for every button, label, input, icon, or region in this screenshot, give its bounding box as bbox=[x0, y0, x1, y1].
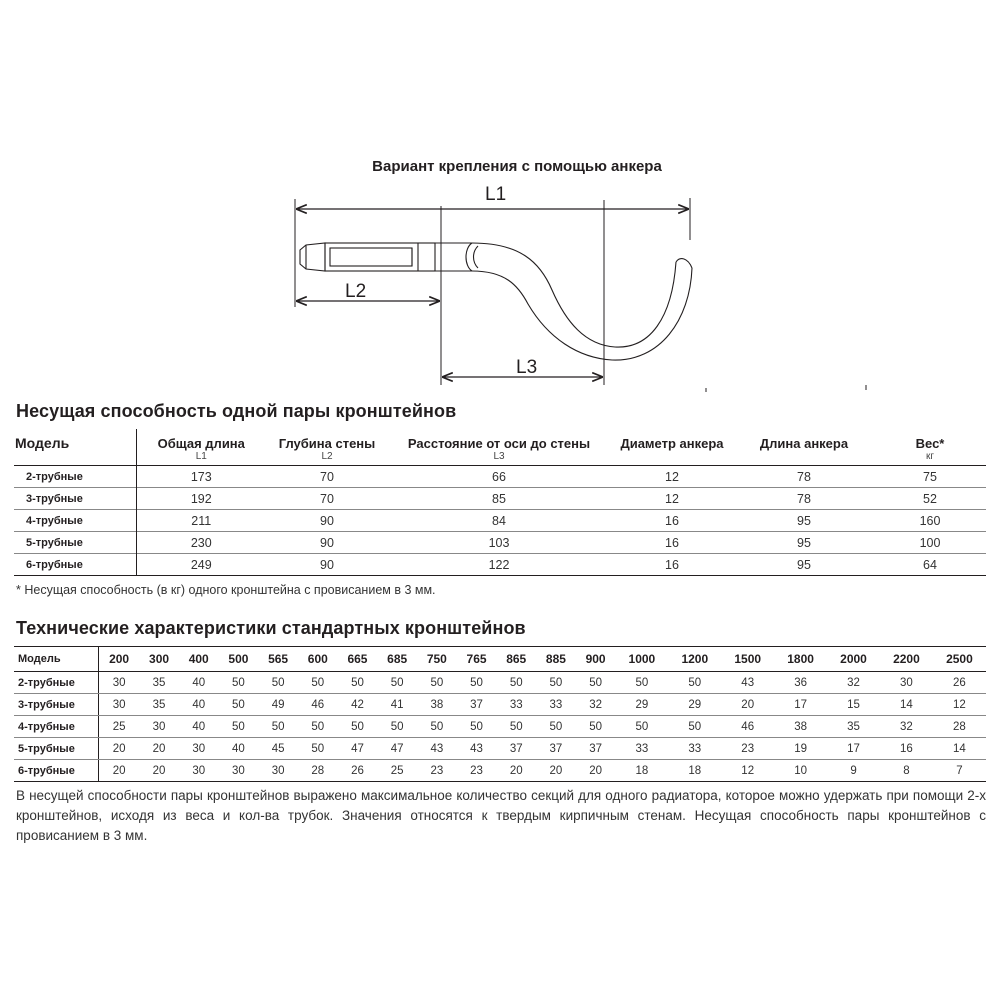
cell: 35 bbox=[139, 672, 179, 694]
label-l3: L3 bbox=[516, 357, 538, 378]
cell: 35 bbox=[827, 716, 880, 738]
cell: 40 bbox=[179, 672, 219, 694]
column-header: 750 bbox=[417, 647, 457, 672]
cell: 43 bbox=[457, 738, 497, 760]
column-header: 300 bbox=[139, 647, 179, 672]
cell: 45 bbox=[258, 738, 298, 760]
cell: 50 bbox=[457, 716, 497, 738]
cell: 70 bbox=[266, 488, 388, 510]
label-l2: L2 bbox=[345, 281, 367, 302]
column-header: 665 bbox=[338, 647, 378, 672]
cell: 46 bbox=[721, 716, 774, 738]
table-row bbox=[14, 466, 986, 488]
cell: 122 bbox=[388, 554, 610, 576]
column-header: 2200 bbox=[880, 647, 933, 672]
row-model: 5-трубные bbox=[14, 532, 136, 554]
cell: 17 bbox=[774, 694, 827, 716]
cell: 8 bbox=[880, 760, 933, 782]
column-header: 2000 bbox=[827, 647, 880, 672]
table2-title: Технические характеристики стандартных кронштейнов bbox=[16, 618, 526, 638]
row-model: 2-трубные bbox=[14, 672, 99, 694]
cell: 28 bbox=[933, 716, 986, 738]
cell: 78 bbox=[797, 469, 811, 484]
column-header: 685 bbox=[377, 647, 417, 672]
cell: 35 bbox=[139, 694, 179, 716]
cell: 30 bbox=[179, 738, 219, 760]
header-axis-distance: Расстояние от оси до стены bbox=[407, 436, 591, 451]
cell: 50 bbox=[338, 672, 378, 694]
cell: 12 bbox=[721, 760, 774, 782]
cell: 50 bbox=[576, 716, 616, 738]
cell: 26 bbox=[338, 760, 378, 782]
cell: 90 bbox=[266, 554, 388, 576]
column-header: 1500 bbox=[721, 647, 774, 672]
row-model: 3-трубные bbox=[14, 694, 99, 716]
cell: 23 bbox=[721, 738, 774, 760]
cell: 50 bbox=[298, 716, 338, 738]
cell: 19 bbox=[774, 738, 827, 760]
table1-header-row bbox=[14, 429, 986, 451]
cell: 50 bbox=[298, 738, 338, 760]
unit-l3: L3 bbox=[493, 451, 505, 462]
cell: 50 bbox=[219, 694, 259, 716]
cell: 33 bbox=[615, 738, 668, 760]
cell: 90 bbox=[266, 532, 388, 554]
cell: 66 bbox=[492, 469, 506, 484]
cell: 20 bbox=[536, 760, 576, 782]
unit-weight: кг bbox=[925, 451, 935, 462]
cell: 47 bbox=[338, 738, 378, 760]
unit-l2: L2 bbox=[321, 451, 333, 462]
cell: 7 bbox=[933, 760, 986, 782]
cell: 26 bbox=[933, 672, 986, 694]
cell: 95 bbox=[734, 510, 874, 532]
table-row bbox=[14, 716, 986, 738]
unit-model bbox=[14, 451, 136, 466]
cell: 50 bbox=[417, 672, 457, 694]
cell: 37 bbox=[536, 738, 576, 760]
cell: 28 bbox=[298, 760, 338, 782]
cell: 30 bbox=[258, 760, 298, 782]
column-header: 885 bbox=[536, 647, 576, 672]
cell: 16 bbox=[880, 738, 933, 760]
table1-units-row bbox=[14, 451, 986, 466]
row-model: 6-трубные bbox=[14, 554, 136, 576]
cell: 37 bbox=[457, 694, 497, 716]
cell: 16 bbox=[610, 532, 734, 554]
cell: 70 bbox=[320, 469, 334, 484]
cell: 30 bbox=[139, 716, 179, 738]
column-header: 1200 bbox=[668, 647, 721, 672]
cell: 12 bbox=[610, 488, 734, 510]
column-header: 200 bbox=[99, 647, 140, 672]
cell: 173 bbox=[190, 469, 212, 484]
cell: 33 bbox=[496, 694, 536, 716]
cell: 25 bbox=[377, 760, 417, 782]
table-row bbox=[14, 554, 986, 576]
cell: 33 bbox=[536, 694, 576, 716]
cell: 211 bbox=[136, 510, 266, 532]
cell: 46 bbox=[298, 694, 338, 716]
table-row bbox=[14, 532, 986, 554]
cell: 20 bbox=[139, 738, 179, 760]
header-anchor-length: Длина анкера bbox=[759, 436, 849, 451]
cell: 30 bbox=[99, 672, 140, 694]
cell: 50 bbox=[576, 672, 616, 694]
column-header: 900 bbox=[576, 647, 616, 672]
cell: 17 bbox=[827, 738, 880, 760]
cell: 47 bbox=[377, 738, 417, 760]
row-model: 4-трубные bbox=[14, 716, 99, 738]
cell: 249 bbox=[136, 554, 266, 576]
column-header: 565 bbox=[258, 647, 298, 672]
header-total-length: Общая длина bbox=[157, 436, 245, 451]
cell: 40 bbox=[179, 694, 219, 716]
cell: 20 bbox=[99, 738, 140, 760]
header-wall-depth: Глубина стены bbox=[278, 436, 376, 451]
bottom-note: В несущей способности пары кронштейнов выражено максимальное количество секций для одного радиатора, которое можно удержать при помощи 2-х кронштейнов, исходя из веса и кол-ва трубок. Значения относятся к твердым кирпичным стенам. Несущая способность пары кронштейнов с провисанием в 3 мм. bbox=[16, 788, 986, 843]
cell: 50 bbox=[417, 716, 457, 738]
unit-diameter bbox=[610, 451, 734, 466]
row-model: 4-трубные bbox=[14, 510, 136, 532]
cell: 12 bbox=[933, 694, 986, 716]
unit-l1: L1 bbox=[195, 451, 207, 462]
cell: 38 bbox=[417, 694, 457, 716]
column-header: 2500 bbox=[933, 647, 986, 672]
table-row bbox=[14, 694, 986, 716]
cell: 50 bbox=[536, 716, 576, 738]
cell: 23 bbox=[457, 760, 497, 782]
cell: 37 bbox=[496, 738, 536, 760]
column-header: 765 bbox=[457, 647, 497, 672]
cell: 50 bbox=[219, 672, 259, 694]
column-header: 1800 bbox=[774, 647, 827, 672]
table-row bbox=[14, 760, 986, 782]
table2-header-row bbox=[14, 647, 986, 672]
cell: 50 bbox=[338, 716, 378, 738]
column-header: 865 bbox=[496, 647, 536, 672]
cell: 50 bbox=[496, 716, 536, 738]
cell: 78 bbox=[734, 488, 874, 510]
header-model: Модель bbox=[14, 429, 136, 451]
header-anchor-diameter: Диаметр анкера bbox=[620, 436, 724, 451]
cell: 20 bbox=[99, 760, 140, 782]
row-model: 6-трубные bbox=[14, 760, 99, 782]
cell: 95 bbox=[734, 532, 874, 554]
cell: 100 bbox=[874, 532, 986, 554]
cell: 20 bbox=[139, 760, 179, 782]
cell: 36 bbox=[774, 672, 827, 694]
cell: 12 bbox=[665, 469, 679, 484]
cell: 29 bbox=[615, 694, 668, 716]
cell: 30 bbox=[219, 760, 259, 782]
table-row bbox=[14, 738, 986, 760]
cell: 32 bbox=[576, 694, 616, 716]
cell: 29 bbox=[668, 694, 721, 716]
column-header: 600 bbox=[298, 647, 338, 672]
cell: 15 bbox=[827, 694, 880, 716]
cell: 33 bbox=[668, 738, 721, 760]
label-l1: L1 bbox=[485, 184, 507, 205]
cell: 38 bbox=[774, 716, 827, 738]
column-header: 500 bbox=[219, 647, 259, 672]
cell: 30 bbox=[880, 672, 933, 694]
cell: 50 bbox=[615, 672, 668, 694]
cell: 50 bbox=[219, 716, 259, 738]
load-capacity-table bbox=[14, 429, 986, 576]
cell: 230 bbox=[136, 532, 266, 554]
cell: 41 bbox=[377, 694, 417, 716]
row-model: 3-трубные bbox=[14, 488, 136, 510]
cell: 50 bbox=[258, 672, 298, 694]
cell: 16 bbox=[610, 510, 734, 532]
cell: 20 bbox=[496, 760, 536, 782]
row-model: 5-трубные bbox=[14, 738, 99, 760]
cell: 50 bbox=[298, 672, 338, 694]
cell: 75 bbox=[923, 469, 937, 484]
cell: 25 bbox=[99, 716, 140, 738]
cell: 50 bbox=[615, 716, 668, 738]
cell: 40 bbox=[179, 716, 219, 738]
cell: 90 bbox=[266, 510, 388, 532]
table1-footnote: * Несущая способность (в кг) одного кронштейна с провисанием в 3 мм. bbox=[16, 583, 436, 597]
cell: 43 bbox=[721, 672, 774, 694]
cell: 50 bbox=[668, 716, 721, 738]
diagram-title: Вариант крепления с помощью анкера bbox=[372, 158, 662, 175]
unit-anchor-length bbox=[734, 451, 874, 466]
cell: 14 bbox=[933, 738, 986, 760]
cell: 42 bbox=[338, 694, 378, 716]
cell: 18 bbox=[615, 760, 668, 782]
cell: 18 bbox=[668, 760, 721, 782]
table1-title: Несущая способность одной пары кронштейнов bbox=[16, 401, 457, 421]
cell: 32 bbox=[827, 672, 880, 694]
cell: 50 bbox=[496, 672, 536, 694]
cell: 50 bbox=[668, 672, 721, 694]
cell: 20 bbox=[576, 760, 616, 782]
table-row bbox=[14, 510, 986, 532]
cell: 103 bbox=[388, 532, 610, 554]
cell: 64 bbox=[874, 554, 986, 576]
cell: 50 bbox=[377, 672, 417, 694]
cell: 16 bbox=[610, 554, 734, 576]
cell: 85 bbox=[388, 488, 610, 510]
cell: 95 bbox=[734, 554, 874, 576]
column-header: 400 bbox=[179, 647, 219, 672]
header-model: Модель bbox=[14, 647, 99, 672]
cell: 84 bbox=[388, 510, 610, 532]
cell: 23 bbox=[417, 760, 457, 782]
cell: 10 bbox=[774, 760, 827, 782]
header-weight: Вес* bbox=[915, 436, 945, 451]
standard-brackets-table bbox=[14, 646, 986, 782]
cell: 52 bbox=[874, 488, 986, 510]
cell: 49 bbox=[258, 694, 298, 716]
row-model: 2-трубные bbox=[14, 466, 136, 488]
cell: 37 bbox=[576, 738, 616, 760]
cell: 192 bbox=[136, 488, 266, 510]
cell: 50 bbox=[377, 716, 417, 738]
cell: 160 bbox=[874, 510, 986, 532]
cell: 50 bbox=[536, 672, 576, 694]
table-row bbox=[14, 488, 986, 510]
cell: 30 bbox=[99, 694, 140, 716]
cell: 50 bbox=[457, 672, 497, 694]
bracket-diagram bbox=[0, 0, 1000, 400]
cell: 30 bbox=[179, 760, 219, 782]
cell: 32 bbox=[880, 716, 933, 738]
cell: 50 bbox=[258, 716, 298, 738]
table-row bbox=[14, 672, 986, 694]
cell: 14 bbox=[880, 694, 933, 716]
cell: 9 bbox=[827, 760, 880, 782]
column-header: 1000 bbox=[615, 647, 668, 672]
cell: 20 bbox=[721, 694, 774, 716]
cell: 43 bbox=[417, 738, 457, 760]
cell: 40 bbox=[219, 738, 259, 760]
